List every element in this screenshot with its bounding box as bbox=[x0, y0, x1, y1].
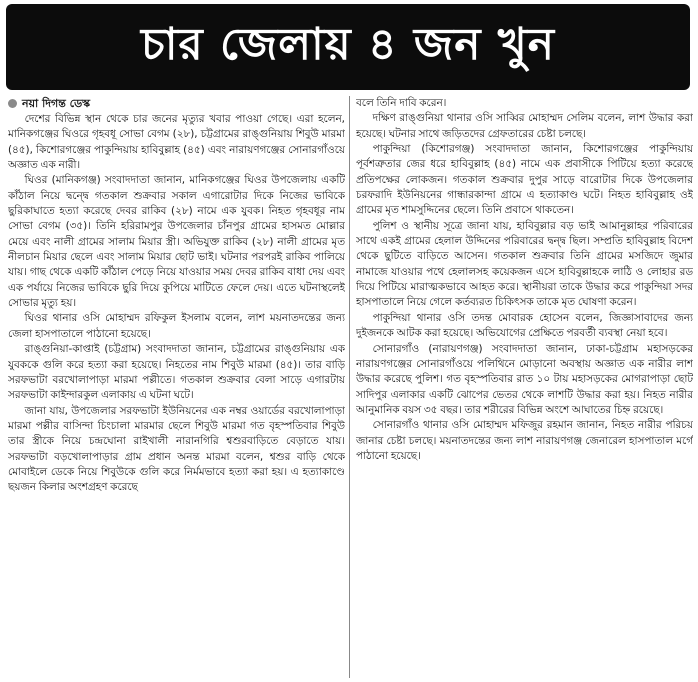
headline: চার জেলায় ৪ জন খুন bbox=[141, 18, 555, 70]
paragraph: পাকুন্দিয়া থানার ওসি তদন্ত মোবারক হোসেন বলেন, জিজ্ঞাসাবাদের জন্য দুইজনকে আটক করা হয়েছে। অভিযোগের প্রেক্ষিতে পরবর্তী ব্যবস্থা নেয়া হবে। bbox=[356, 311, 693, 340]
article-column-left bbox=[8, 96, 345, 680]
paragraph: ঘিওর থানার ওসি মোহাম্মদ রফিকুল ইসলাম বলেন, লাশ ময়নাতদন্তের জন্য জেলা হাসপাতালে পাঠানো হয়েছে। bbox=[8, 312, 345, 340]
paragraph: জানা যায়, উপজেলার সরফভাটা ইউনিয়নের এক নম্বর ওয়ার্ডের বরখোলাপাড়া মারমা পল্লীর বাসিন্দা চিংচালা মারমার ছেলে শিবুউ মারমা গত বৃহস্পতিবার শিবুউ তার স্ত্রীকে নিয়ে চন্দ্রঘোনা রাইখালী নারানগিরি শ্বশুরবাড়িতে বেড়াতে যায়। সরফভাটা বড়খোলাপাড়ার গ্রাম প্রধান অনন্ত মারমা বলেন, শ্বশুর বাড়ি থেকে মোবাইলে ডেকে নিয়ে শিবুউকে গুলি করে নির্মমভাবে হত্যা করা হয়। এ হত্যাকাণ্ডে ছয়জন কিলার অংশগ্রহণ করেছে bbox=[8, 404, 345, 494]
byline bbox=[8, 96, 345, 111]
paragraph: পুলিশ ও স্থানীয় সূত্রে জানা যায়, হাবিবুল্লার বড় ভাই আমানুল্লাহর পরিবারের সাথে একই গ্রামের হেলাল উদ্দিনের পরিবারের দ্বন্দ্ব ছিল। সম্প্রতি হাবিবুল্লাহ বিদেশ থেকে ছুটিতে বাড়িতে আসেন। গতকাল শুক্রবার তিনি গ্রামের মসজিদে জুমার নামাজে যাওয়ার পথে হেলালসহ কয়েকজন এসে হাবিবুল্লাহকে লাঠি ও লোহার রড দিয়ে পিটিয়ে মারাত্মকভাবে আহত করে। স্থানীয়রা তাকে উদ্ধার করে পাকুন্দিয়া সদর হাসপাতালে নিয়ে গেলে কর্তব্যরত চিকিৎসক তাকে মৃত ঘোষণা করেন। bbox=[356, 219, 693, 309]
paragraph: সোনারগাঁও থানার ওসি মোহাম্মদ মফিজুর রহমান জানান, নিহত নারীর পরিচয় জানার চেষ্টা চলছে। ময়নাতদন্তের জন্য লাশ নারায়ণগঞ্জ জেনারেল হাসপাতাল মর্গে পাঠানো হয়েছে। bbox=[356, 419, 693, 462]
paragraph: সোনারগাঁও (নারায়ণগঞ্জ) সংবাদদাতা জানান, ঢাকা-চট্টগ্রাম মহাসড়কের নারায়ণগঞ্জের সোনারগাঁওয়ে পলিথিনে মোড়ানো অবস্থায় অজ্ঞাত এক নারীর লাশ উদ্ধার করেছে পুলিশ। গত বৃহস্পতিবার রাত ১০ টায় মহাসড়কের মোগরাপাড়া ছোট সাদিপুর এলাকার একটি ঝোপের ভেতর থেকে লাশটি উদ্ধার করা হয়। নিহত নারীর আনুমানিক বয়স ৩৫ বছর। তার শরীরের বিভিন্ন অংশে আঘাতের চিহ্ন রয়েছে। bbox=[356, 342, 693, 416]
article-column-right bbox=[356, 96, 693, 680]
paragraph-continued: বলে তিনি দাবি করেন। bbox=[356, 97, 447, 109]
headline-banner bbox=[6, 4, 690, 90]
bullet-icon bbox=[8, 99, 17, 108]
paragraph: ঘিওর (মানিকগঞ্জ) সংবাদদাতা জানান, মানিকগঞ্জের ঘিওর উপজেলায় একটি কাঁঠাল নিয়ে দ্বন্দ্বে গতকাল শুক্রবার সকাল এগারোটার দিকে নিজের ভাবিকে ছুরিকাঘাতে হত্যা করেছে দেবর রাকিব (২৮) নামে এক যুবক। নিহত গৃহবধূর নাম সোভা বেগম (৩৫)। তিনি হরিরামপুর উপজেলার চাঁনপুর গ্রামের হাসমত মোল্লার মেয়ে এবং নালী গ্রামের সালাম মিয়ার স্ত্রী। অভিযুক্ত রাকিব (২৮) নালী গ্রামের মৃত নীলচান মিয়ার ছেলে এবং সালাম মিয়ার ছোট ভাই। ঘটনার পরপরই রাকিব পালিয়ে যায়। গাছ থেকে একটি কাঁঠাল পেড়ে নিয়ে যাওয়ার সময় দেবর রাকিব বাধা দেয় এবং এক পর্যায়ে নিজের ভাবিকে ছুরি দিয়ে কুপিয়ে মাটিতে ফেলে দেয়। এতে ঘটনাস্থলেই সোভার মৃত্যু হয়। bbox=[8, 174, 345, 310]
paragraph: রাঙ্গুনিয়া-কাপ্তাই (চট্টগ্রাম) সংবাদদাতা জানান, চট্টগ্রামের রাঙ্গুনিয়ায় এক যুবককে গুলি করে হত্যা করা হয়েছে। নিহতের নাম শিবুউ মারমা (৪৫)। তার বাড়ি সরফভাটা বরখোলাপাড়া মারমা পল্লীতে। গতকাল শুক্রবার বেলা সাড়ে এগারটায় সরফভাটা কাইন্দারকুল এলাকায় এ ঘটনা ঘটে। bbox=[8, 343, 345, 402]
paragraph: পাকুন্দিয়া (কিশোরগঞ্জ) সংবাদদাতা জানান, কিশোরগঞ্জের পাকুন্দিয়ায় পূর্বশত্রুতার জের ধরে হাবিবুল্লাহ (৪৫) নামে এক প্রবাসীকে পিটিয়ে হত্যা করেছে প্রতিপক্ষের লোকজন। গতকাল শুক্রবার দুপুর সাড়ে বারোটার দিকে উপজেলার চরফরাদি ইউনিয়নের গান্ধারকান্দা গ্রামে এ হত্যাকাণ্ড ঘটে। নিহত হাবিবুল্লাহ ওই গ্রামের মৃত শামসুদ্দিনের ছেলে। তিনি প্রবাসে থাকতেন। bbox=[356, 143, 693, 217]
column-divider bbox=[349, 96, 350, 678]
paragraph: দেশের বিভিন্ন স্থান থেকে চার জনের মৃত্যুর খবার পাওয়া গেছে। এরা হলেন, মানিকগঞ্জের ঘিওরে গৃহবধূ সোভা বেগম (২৮), চট্টগ্রামের রাঙ্গুনিয়ায় শিবুউ মারমা (৪৫), কিশোরগঞ্জের পাকুন্দিয়ায় হাবিবুল্লাহ (৪৫) এবং নারায়ণগঞ্জের সোনারগাঁওয়ে অজ্ঞাত এক নারী। bbox=[8, 113, 345, 172]
paragraph: দক্ষিণ রাঙ্গুনিয়া থানার ওসি সাব্বির মোহাম্মদ সেলিম বলেন, লাশ উদ্ধার করা হয়েছে। ঘটনার সাথে জড়িতদের গ্রেফতারের চেষ্টা চলছে। bbox=[356, 112, 693, 140]
byline-text: নয়া দিগন্ত ডেস্ক bbox=[22, 97, 91, 110]
